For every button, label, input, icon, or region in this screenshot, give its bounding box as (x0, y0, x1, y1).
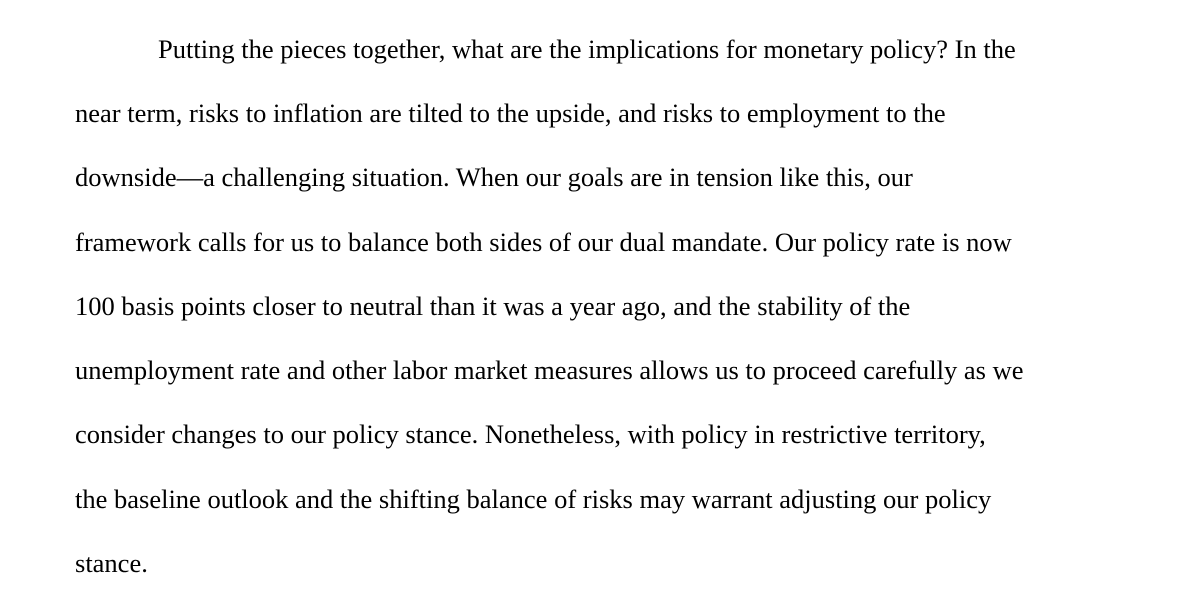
paragraph-line: unemployment rate and other labor market measures allows us to proceed carefully as we (75, 355, 1024, 385)
paragraph-line: near term, risks to inflation are tilted to the upside, and risks to employment to the (75, 98, 946, 128)
paragraph-line: the baseline outlook and the shifting balance of risks may warrant adjusting our policy (75, 484, 992, 514)
paragraph-line: framework calls for us to balance both sides of our dual mandate. Our policy rate is now (75, 227, 1012, 257)
paragraph-line: consider changes to our policy stance. Nonetheless, with policy in restrictive territory, (75, 419, 986, 449)
paragraph-line: Putting the pieces together, what are the implications for monetary policy? In the (158, 34, 1016, 64)
paragraph-line: stance. (75, 548, 148, 578)
paragraph-line: downside—a challenging situation. When our goals are in tension like this, our (75, 162, 913, 192)
paragraph-line: 100 basis points closer to neutral than it was a year ago, and the stability of the (75, 291, 911, 321)
